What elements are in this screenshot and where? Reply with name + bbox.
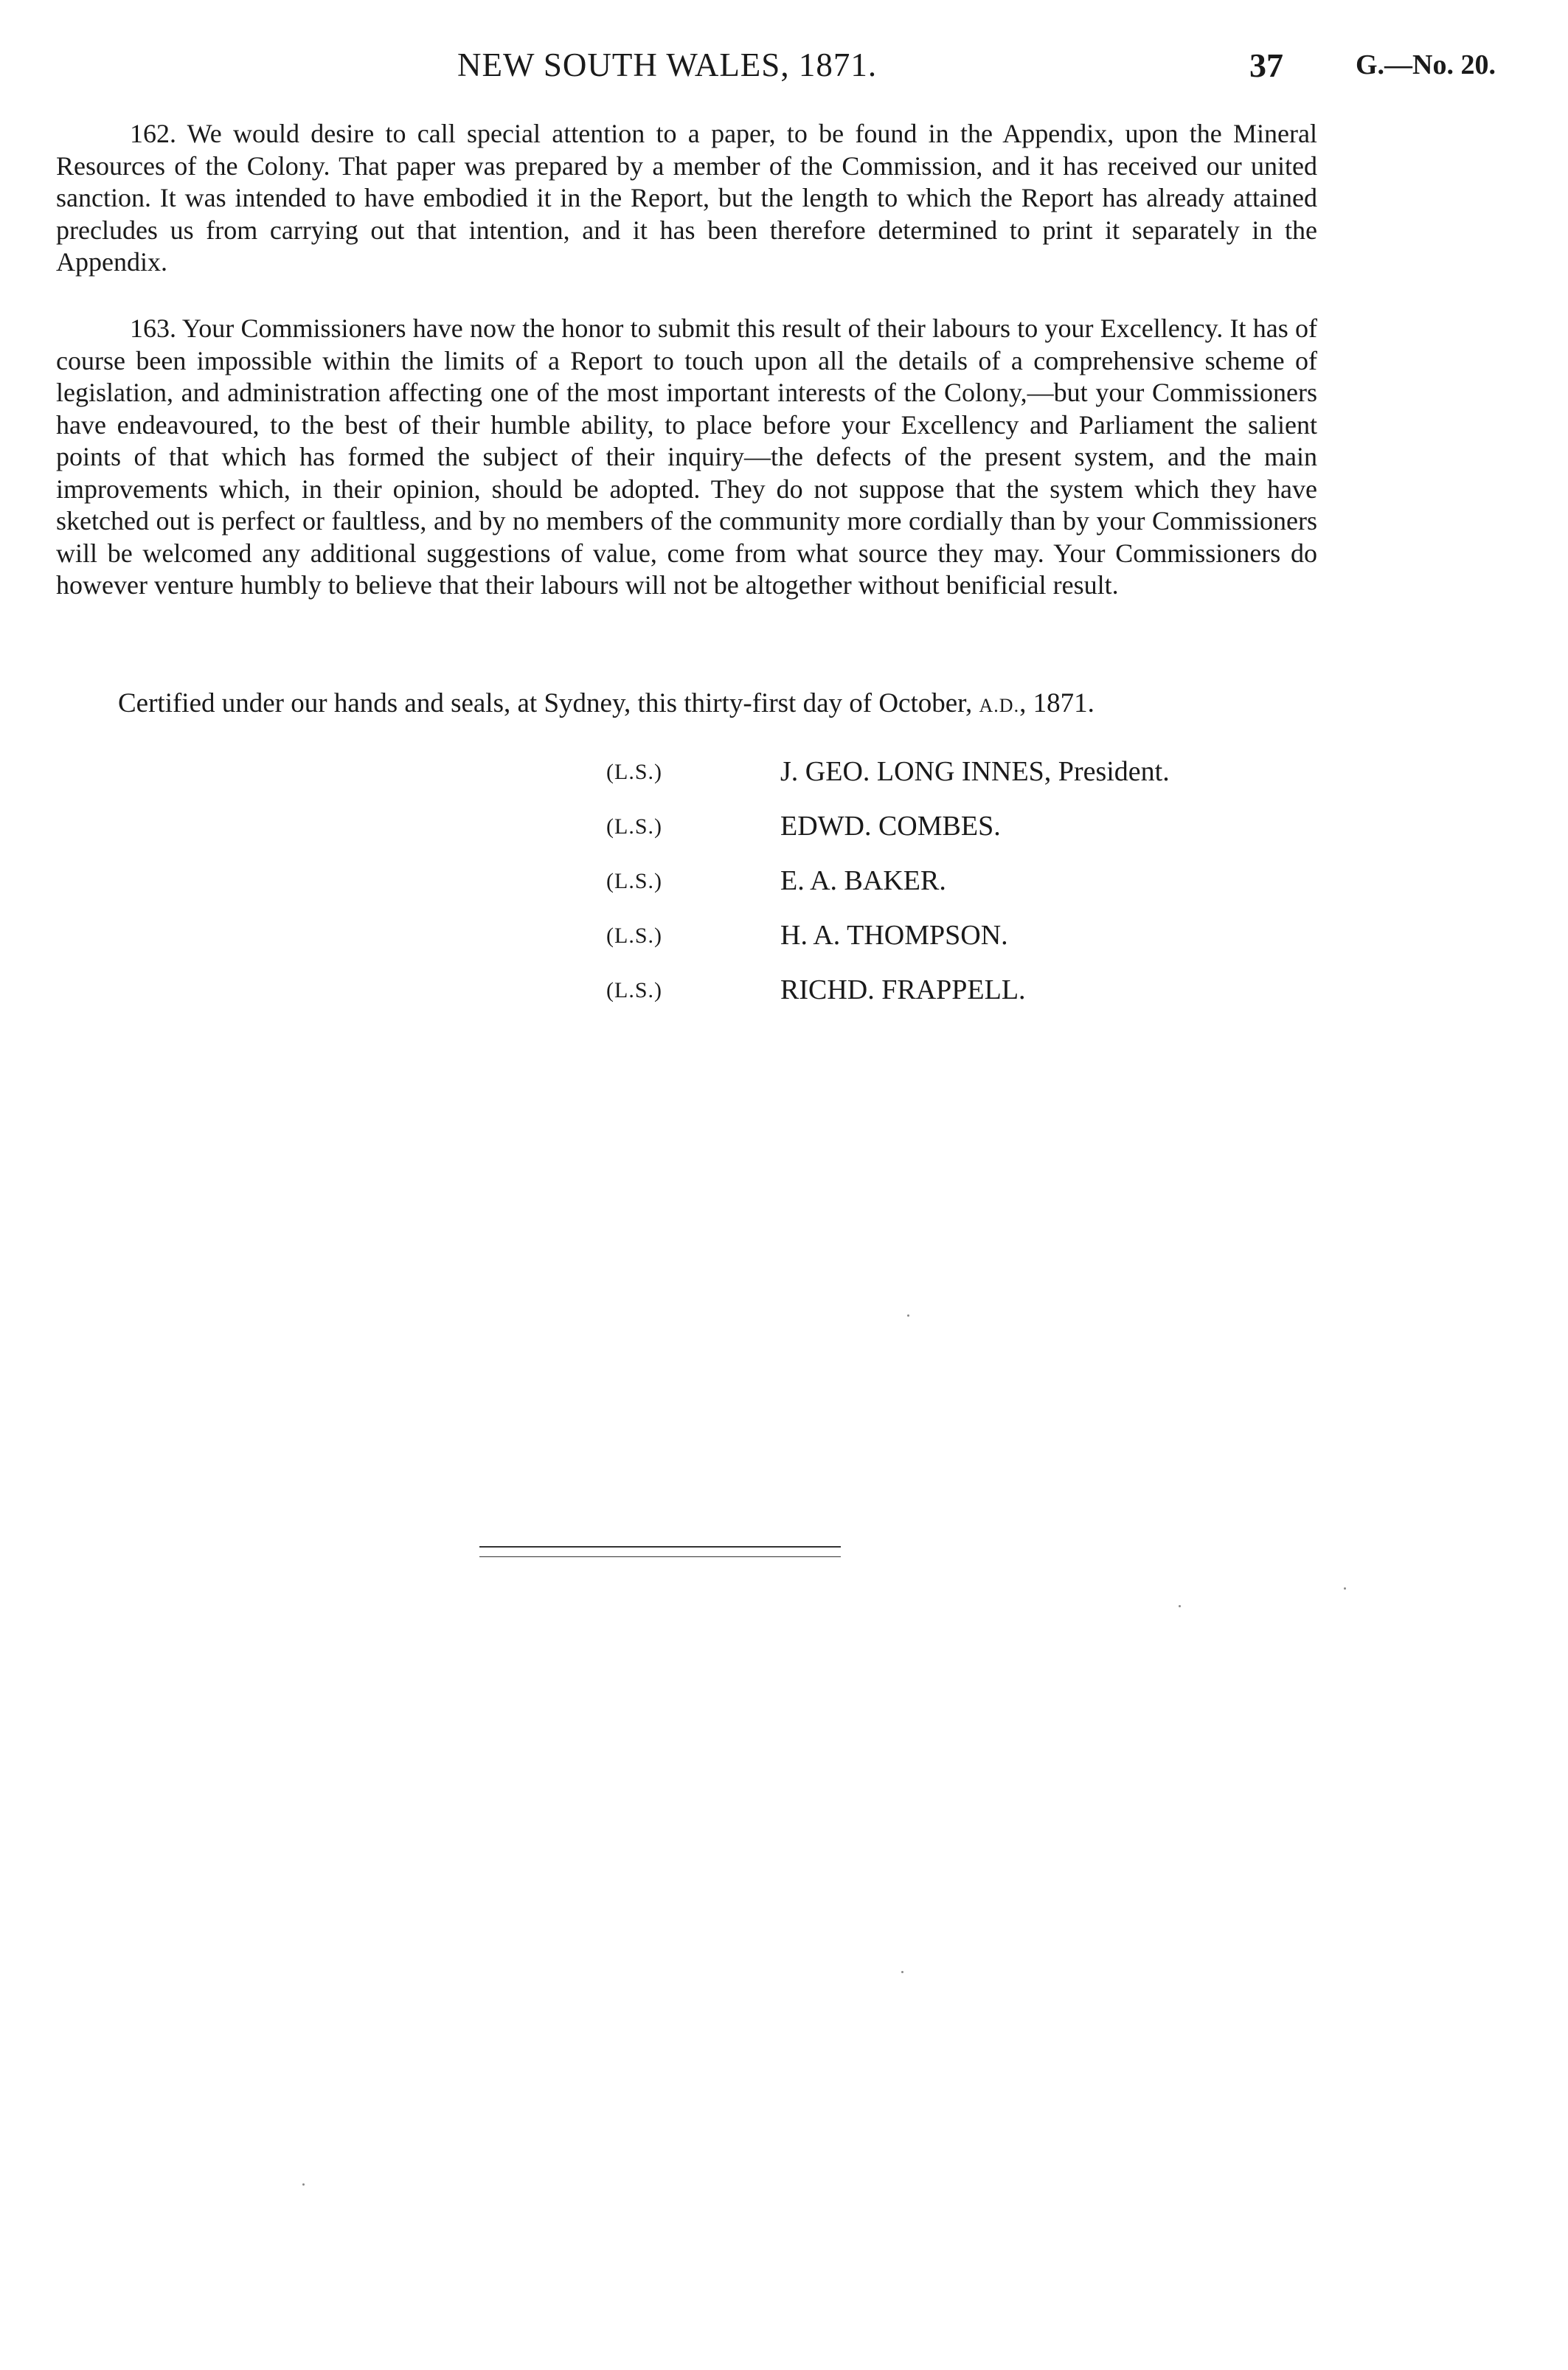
scan-speck [901, 1971, 903, 1973]
signature-row [606, 810, 1344, 865]
seal-mark: (L.S.) [606, 978, 662, 1002]
document-reference: G.—No. 20. [1356, 49, 1496, 80]
signatory-name: E. A. BAKER. [780, 865, 946, 896]
page-title: NEW SOUTH WALES, 1871. [457, 46, 878, 83]
signature-row [606, 865, 1344, 919]
certification-era: A.D. [979, 695, 1020, 716]
seal-mark: (L.S.) [606, 814, 662, 839]
scan-speck [1344, 1587, 1346, 1590]
paragraph-163: 163. Your Commissioners have now the honor to submit this result of their labours to your Excellency. It has of course been impossible within the limits of a Report to touch upon all the details of a comprehensive scheme of legislation, and administration affecting one of the most important interests of the Colony,—but your Commissioners have endeavoured, to the best of their humble ability, to place before your Excellency and Parliament the salient points of that which has formed the subject of their inquiry—the defects of the present system, and the main improvements which, in their opinion, should be adopted. They do not suppose that the system which they have sketched out is perfect or faultless, and by no members of the community more cordially than by your Commissioners will be welcomed any additional suggestions of value, come from what source they may. Your Commissioners do however venture humbly to believe that their labours will not be altogether without benificial result. [56, 313, 1317, 600]
signature-row [606, 919, 1344, 974]
page-number: 37 [1249, 46, 1283, 84]
scan-speck [1179, 1605, 1181, 1607]
scan-speck [302, 2183, 305, 2186]
certification-year: , 1871. [1019, 688, 1095, 718]
signatory-name: RICHD. FRAPPELL. [780, 974, 1026, 1005]
signature-row [606, 974, 1344, 1028]
certification-statement [118, 687, 1095, 719]
signature-block [606, 755, 1344, 1028]
signatory-name: J. GEO. LONG INNES, President. [780, 756, 1170, 787]
closing-rule-thin [479, 1556, 841, 1557]
seal-mark: (L.S.) [606, 869, 662, 893]
signature-row [606, 755, 1344, 810]
seal-mark: (L.S.) [606, 924, 662, 948]
page-header [0, 46, 1568, 97]
closing-rule [479, 1546, 841, 1548]
seal-mark: (L.S.) [606, 760, 662, 784]
signatory-name: EDWD. COMBES. [780, 811, 1001, 842]
paragraph-162: 162. We would desire to call special attention to a paper, to be found in the Appendix, upon the Mineral Resources of the Colony. That paper was prepared by a member of the Commission, and it has received our united sanction. It was intended to have embodied it in the Report, but the length to which the Report has already attained precludes us from carrying out that intention, and it has been therefore determined to print it separately in the Appendix. [56, 119, 1317, 277]
scan-speck [907, 1314, 909, 1317]
signatory-name: H. A. THOMPSON. [780, 920, 1008, 951]
certification-text: Certified under our hands and seals, at Sydney, this thirty-first day of October, [118, 688, 979, 718]
